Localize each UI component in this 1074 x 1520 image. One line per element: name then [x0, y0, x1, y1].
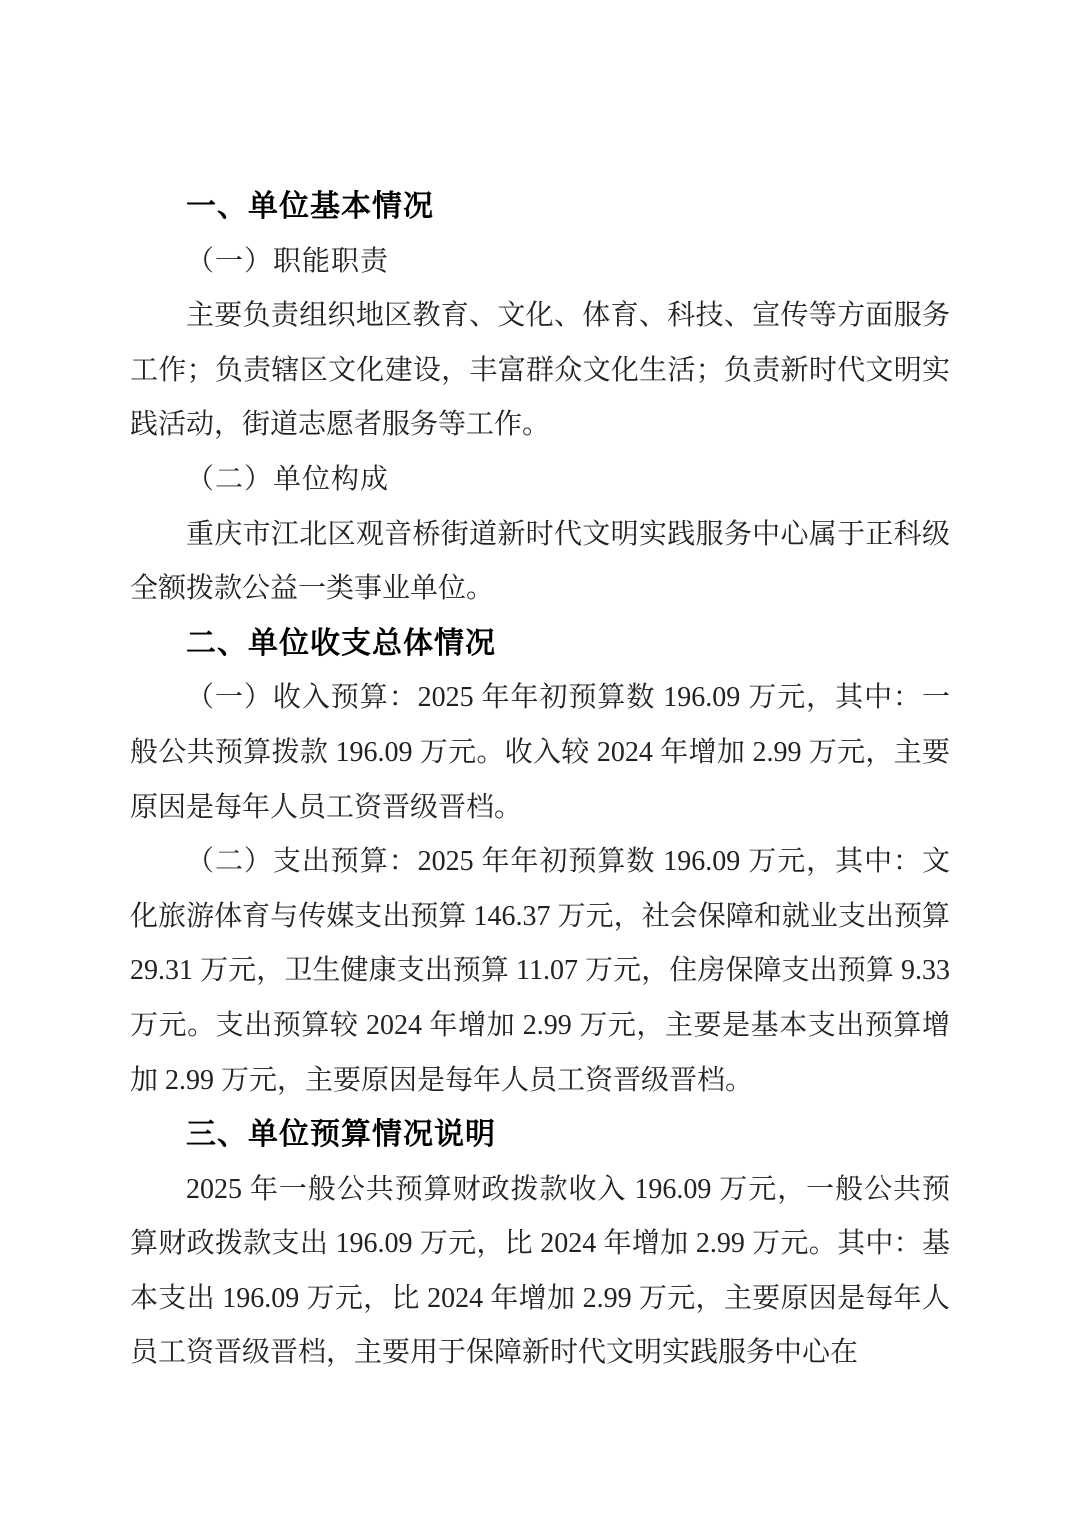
paragraph-budget-explanation: 2025 年一般公共预算财政拨款收入 196.09 万元，一般公共预算财政拨款支出 196.09 万元，比 2024 年增加 2.99 万元。其中：基本支出 196.09 万元，比 2024 年增加 2.99 万元，主要原因是每年人员工资晋级晋档，主要用于保障新时代文明实践服务中心在	[130, 1173, 950, 1369]
paragraph-income-budget: （一）收入预算：2025 年年初预算数 196.09 万元，其中：一般公共预算拨款 196.09 万元。收入较 2024 年增加 2.99 万元，主要原因是每年人员工资晋级晋档。	[130, 682, 950, 823]
section-heading-revenue-expenditure: 二、单位收支总体情况	[186, 626, 496, 660]
document-content	[130, 180, 950, 1381]
section-heading-budget-explanation: 三、单位预算情况说明	[186, 1118, 496, 1152]
subsection-heading-composition: （二）单位构成	[186, 463, 390, 495]
paragraph-expenditure-budget: （二）支出预算：2025 年年初预算数 196.09 万元，其中：文化旅游体育与传媒支出预算 146.37 万元，社会保障和就业支出预算 29.31 万元，卫生健康支出预算 11.07 万元，住房保障支出预算 9.33 万元。支出预算较 2024 年增加 2.99 万元，主要是基本支出预算增加 2.99 万元，主要原因是每年人员工资晋级晋档。	[130, 846, 950, 1096]
paragraph-composition: 重庆市江北区观音桥街道新时代文明实践服务中心属于正科级全额拨款公益一类事业单位。	[130, 518, 950, 605]
subsection-heading-duties: （一）职能职责	[186, 245, 390, 277]
section-heading-basic-info: 一、单位基本情况	[186, 190, 434, 223]
paragraph-duties: 主要负责组织地区教育、文化、体育、科技、宣传等方面服务工作；负责辖区文化建设，丰富群众文化生活；负责新时代文明实践活动，街道志愿者服务等工作。	[130, 300, 950, 441]
